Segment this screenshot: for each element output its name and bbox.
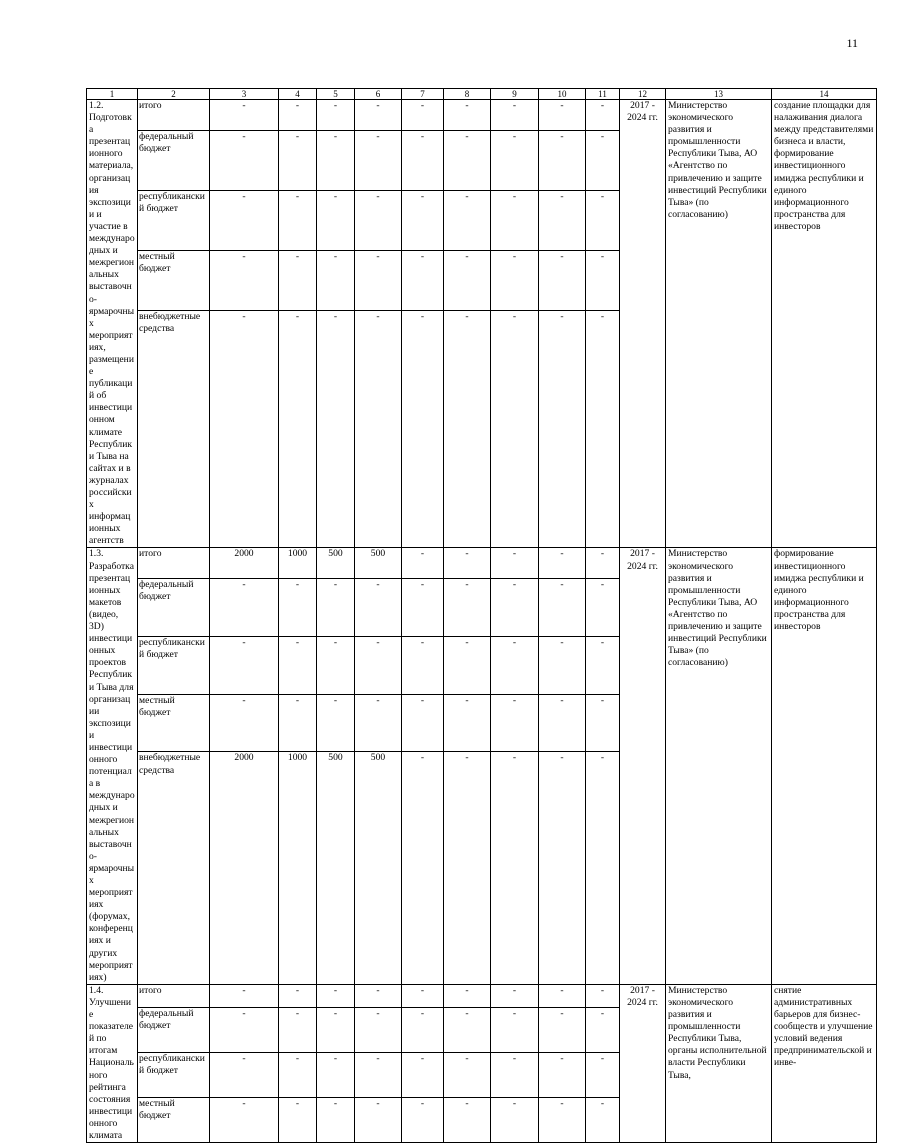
amount-cell: - <box>402 100 444 131</box>
amount-cell: - <box>279 131 317 191</box>
amount-cell: - <box>586 694 620 752</box>
amount-cell: - <box>402 1098 444 1143</box>
amount-cell: - <box>402 636 444 694</box>
amount-cell: - <box>491 984 539 1007</box>
amount-cell: - <box>279 310 317 548</box>
amount-cell: - <box>402 191 444 251</box>
amount-cell: - <box>586 636 620 694</box>
funding-source: местный бюджет <box>138 250 210 310</box>
section-title: 1.4. Улучшение показателей по итогам Национального рейтинга состояния инвестиционного климата <box>87 984 138 1142</box>
amount-cell: - <box>279 1098 317 1143</box>
section-title: 1.2. Подготовка презентационного материала, организация экспозиции и участие в международных и межрегиональных выставочно-ярмарочных мероприятиях, размещение публикаций об инвестиционном климате Республики Тыва на сайтах и в журналах российских информационных агентств <box>87 100 138 548</box>
amount-cell: - <box>586 752 620 984</box>
header-cell: 7 <box>402 89 444 100</box>
amount-cell: - <box>586 100 620 131</box>
amount-cell: - <box>355 100 402 131</box>
amount-cell: - <box>402 752 444 984</box>
amount-cell: - <box>279 984 317 1007</box>
header-cell: 12 <box>620 89 666 100</box>
amount-cell: - <box>402 250 444 310</box>
table-row <box>87 984 877 1007</box>
amount-cell: - <box>586 1053 620 1098</box>
funding-source: федеральный бюджет <box>138 1008 210 1053</box>
amount-cell: - <box>402 694 444 752</box>
amount-cell: - <box>491 752 539 984</box>
amount-cell: - <box>491 100 539 131</box>
funding-source: республиканский бюджет <box>138 191 210 251</box>
amount-cell: - <box>539 636 586 694</box>
funding-source: внебюджетные средства <box>138 752 210 984</box>
executor-cell: Министерство экономического развития и промышленности Республики Тыва, органы исполнительной власти Республики Тыва, <box>666 984 772 1142</box>
amount-cell: - <box>491 548 539 578</box>
amount-cell: - <box>402 578 444 636</box>
amount-cell: - <box>444 310 491 548</box>
amount-cell: - <box>210 578 279 636</box>
amount-cell: - <box>355 310 402 548</box>
amount-cell: 2000 <box>210 752 279 984</box>
header-cell: 9 <box>491 89 539 100</box>
amount-cell: - <box>279 578 317 636</box>
amount-cell: - <box>586 1008 620 1053</box>
amount-cell: - <box>539 250 586 310</box>
funding-source: итого <box>138 548 210 578</box>
amount-cell: - <box>279 1008 317 1053</box>
header-row <box>87 89 877 100</box>
amount-cell: - <box>279 1053 317 1098</box>
header-cell: 14 <box>772 89 877 100</box>
amount-cell: - <box>539 310 586 548</box>
funding-source: федеральный бюджет <box>138 131 210 191</box>
amount-cell: - <box>491 131 539 191</box>
amount-cell: - <box>444 191 491 251</box>
result-cell: создание площадки для налаживания диалога между представителями бизнеса и власти, формирование инвестиционного имиджа республики и единого информационного пространства для инвесторов <box>772 100 877 548</box>
amount-cell: 500 <box>355 752 402 984</box>
amount-cell: - <box>491 1008 539 1053</box>
executor-cell: Министерство экономического развития и промышленности Республики Тыва, АО «Агентство по привлечению и защите инвестиций Республики Тыва» (по согласованию) <box>666 100 772 548</box>
funding-source: местный бюджет <box>138 694 210 752</box>
amount-cell: - <box>279 250 317 310</box>
amount-cell: - <box>491 636 539 694</box>
amount-cell: - <box>586 578 620 636</box>
amount-cell: - <box>539 1053 586 1098</box>
amount-cell: 500 <box>317 752 355 984</box>
table-row <box>87 548 877 578</box>
amount-cell: 1000 <box>279 548 317 578</box>
amount-cell: 2000 <box>210 548 279 578</box>
amount-cell: - <box>402 131 444 191</box>
executor-cell: Министерство экономического развития и промышленности Республики Тыва, АО «Агентство по привлечению и защите инвестиций Республики Тыва» (по согласованию) <box>666 548 772 984</box>
amount-cell: - <box>586 1098 620 1143</box>
period-cell: 2017 - 2024 гг. <box>620 100 666 548</box>
amount-cell: - <box>539 100 586 131</box>
amount-cell: - <box>539 1098 586 1143</box>
table-wrapper <box>86 88 876 1141</box>
amount-cell: - <box>210 131 279 191</box>
amount-cell: - <box>402 310 444 548</box>
amount-cell: - <box>444 1008 491 1053</box>
header-cell: 8 <box>444 89 491 100</box>
amount-cell: - <box>210 250 279 310</box>
amount-cell: - <box>586 984 620 1007</box>
amount-cell: 500 <box>317 548 355 578</box>
amount-cell: - <box>210 1008 279 1053</box>
header-cell: 13 <box>666 89 772 100</box>
amount-cell: - <box>317 578 355 636</box>
amount-cell: - <box>355 1008 402 1053</box>
amount-cell: - <box>210 310 279 548</box>
amount-cell: - <box>210 984 279 1007</box>
funding-source: итого <box>138 984 210 1007</box>
header-cell: 2 <box>138 89 210 100</box>
amount-cell: - <box>355 578 402 636</box>
amount-cell: - <box>491 191 539 251</box>
amount-cell: - <box>444 131 491 191</box>
amount-cell: - <box>491 250 539 310</box>
header-cell: 1 <box>87 89 138 100</box>
amount-cell: - <box>586 250 620 310</box>
amount-cell: - <box>539 1008 586 1053</box>
amount-cell: - <box>491 1053 539 1098</box>
period-cell: 2017 - 2024 гг. <box>620 548 666 984</box>
amount-cell: - <box>317 191 355 251</box>
amount-cell: - <box>279 636 317 694</box>
amount-cell: - <box>444 752 491 984</box>
amount-cell: - <box>317 636 355 694</box>
header-cell: 11 <box>586 89 620 100</box>
amount-cell: - <box>539 578 586 636</box>
funding-source: республиканский бюджет <box>138 1053 210 1098</box>
amount-cell: - <box>210 1053 279 1098</box>
header-cell: 6 <box>355 89 402 100</box>
table-row <box>87 100 877 131</box>
amount-cell: - <box>444 100 491 131</box>
amount-cell: - <box>210 1098 279 1143</box>
amount-cell: - <box>539 752 586 984</box>
amount-cell: - <box>491 1098 539 1143</box>
amount-cell: - <box>355 636 402 694</box>
funding-source: республиканский бюджет <box>138 636 210 694</box>
header-cell: 4 <box>279 89 317 100</box>
amount-cell: - <box>539 548 586 578</box>
amount-cell: - <box>355 191 402 251</box>
amount-cell: - <box>586 548 620 578</box>
header-cell: 3 <box>210 89 279 100</box>
amount-cell: - <box>402 548 444 578</box>
result-cell: формирование инвестиционного имиджа республики и единого информационного пространства для инвесторов <box>772 548 877 984</box>
header-cell: 5 <box>317 89 355 100</box>
amount-cell: - <box>279 694 317 752</box>
amount-cell: - <box>317 100 355 131</box>
amount-cell: - <box>210 636 279 694</box>
amount-cell: - <box>444 636 491 694</box>
amount-cell: - <box>491 694 539 752</box>
amount-cell: - <box>444 1053 491 1098</box>
amount-cell: - <box>355 694 402 752</box>
amount-cell: - <box>444 984 491 1007</box>
amount-cell: - <box>491 310 539 548</box>
amount-cell: 1000 <box>279 752 317 984</box>
program-table <box>86 88 877 1143</box>
amount-cell: - <box>210 100 279 131</box>
amount-cell: - <box>317 131 355 191</box>
funding-source: внебюджетные средства <box>138 310 210 548</box>
amount-cell: - <box>355 984 402 1007</box>
amount-cell: - <box>355 131 402 191</box>
amount-cell: - <box>279 100 317 131</box>
amount-cell: - <box>539 694 586 752</box>
amount-cell: - <box>444 250 491 310</box>
amount-cell: - <box>355 1053 402 1098</box>
amount-cell: - <box>539 984 586 1007</box>
amount-cell: - <box>586 310 620 548</box>
amount-cell: - <box>402 1008 444 1053</box>
amount-cell: - <box>317 1008 355 1053</box>
amount-cell: 500 <box>355 548 402 578</box>
amount-cell: - <box>402 1053 444 1098</box>
amount-cell: - <box>444 694 491 752</box>
amount-cell: - <box>355 250 402 310</box>
funding-source: федеральный бюджет <box>138 578 210 636</box>
amount-cell: - <box>317 984 355 1007</box>
amount-cell: - <box>491 578 539 636</box>
amount-cell: - <box>355 1098 402 1143</box>
amount-cell: - <box>317 250 355 310</box>
amount-cell: - <box>279 191 317 251</box>
amount-cell: - <box>317 1098 355 1143</box>
amount-cell: - <box>317 694 355 752</box>
amount-cell: - <box>539 131 586 191</box>
amount-cell: - <box>402 984 444 1007</box>
amount-cell: - <box>586 131 620 191</box>
amount-cell: - <box>444 548 491 578</box>
amount-cell: - <box>586 191 620 251</box>
funding-source: местный бюджет <box>138 1098 210 1143</box>
table-body <box>87 100 877 1143</box>
period-cell: 2017 - 2024 гг. <box>620 984 666 1142</box>
funding-source: итого <box>138 100 210 131</box>
amount-cell: - <box>539 191 586 251</box>
amount-cell: - <box>317 310 355 548</box>
amount-cell: - <box>444 578 491 636</box>
result-cell: снятие административных барьеров для бизнес-сообществ и улучшение условий ведения предпринимательской и инве- <box>772 984 877 1142</box>
amount-cell: - <box>210 191 279 251</box>
amount-cell: - <box>210 694 279 752</box>
amount-cell: - <box>444 1098 491 1143</box>
header-cell: 10 <box>539 89 586 100</box>
amount-cell: - <box>317 1053 355 1098</box>
page-number: 11 <box>846 36 858 50</box>
section-title: 1.3. Разработка презентационных макетов (видео, 3D) инвестиционных проектов Республики Тыва для организации экспозиции инвестиционного потенциала в международных и межрегиональных выставочно-ярмарочных мероприятиях (форумах, конференциях и других мероприятиях) <box>87 548 138 984</box>
